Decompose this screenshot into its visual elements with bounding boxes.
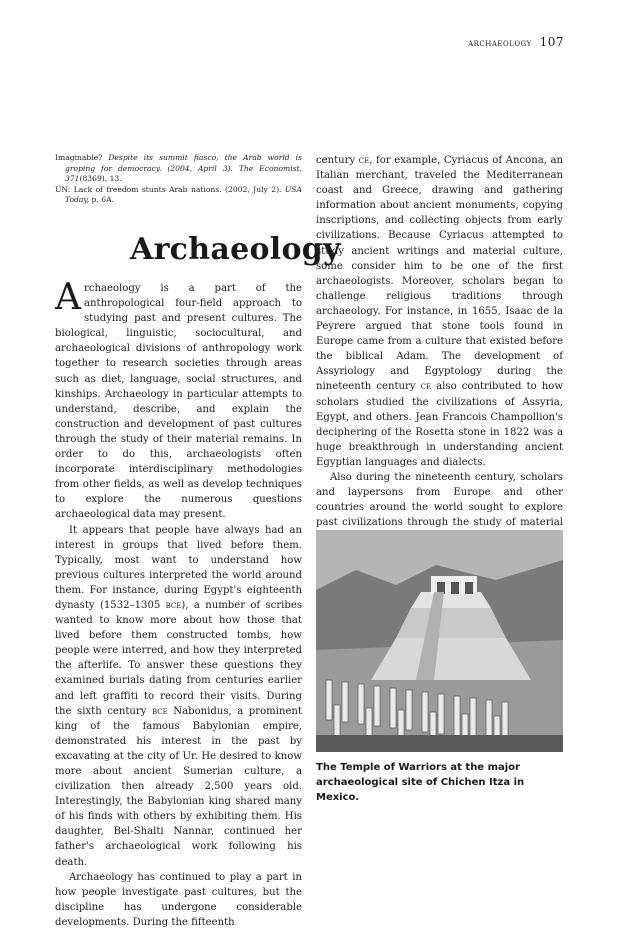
reference-title: Despite its summit fiasco, the Arab world is groping for democracy. (2004, April 3). The Economist, 371 [65,153,302,183]
photo-caption: The Temple of Warriors at the major archaeological site of Chichen Itza in Mexico. [316,762,525,803]
paragraph: Also during the nineteenth century, scholars and laypersons from Europe and other countries around the world sought to explore past civilizations through the study of material [316,471,563,529]
paragraph-text: rchaeology is a part of the anthropological four-field approach to studying past and present cultures. The biological, linguistic, sociocultural, and archaeological divisions of anthropology work together to research societies through areas such as diet, language, social structures, and kinships. Archaeology in particular attempts to understand, describe, and explain the construction and development of past cultures through the study of their material remains. In order to do this, archaeologists often incorporate interdisciplinary methodologies from other fields, as well as develop techniques to explore the numerous questions archaeological data may present. [55,283,302,521]
reference-rest: p. 6A. [89,195,114,204]
paragraph [55,523,302,870]
era-abbreviation: bce [165,599,182,611]
paragraph [316,153,563,470]
era-abbreviation: ce [420,381,432,393]
paragraph-text: Nabonidus, a prominent king of the famous Babylonian empire, demonstrated his interest in the past by excavating at the city of Ur. He desired to know more about ancient Sumerian culture, a civilization then already 2,500 years old. Interestingly, the Babylonian king shared many of his finds with others by exhibiting them. His daughter, Bel-Shalti Nannar, continued her father's archaeological work following his death. [55,705,302,868]
references-block [55,153,302,206]
paragraph-text: century [316,155,359,166]
era-abbreviation: bce [151,705,168,717]
drop-cap: A [55,277,81,318]
temple-photo [316,530,563,752]
paragraph-text: It appears that people have always had an interest in groups that lived before them. Typically, most want to understand how previous cultures interpreted the world around them. For instance, during Egypt's eighteenth dynasty (1532–1305 [55,524,302,611]
running-head [468,35,564,49]
paragraph: Archaeology has continued to play a part in how people investigate past cultures, but the discipline has undergone considerable developments. During the fifteenth [55,871,302,928]
reference-rest: (8369), 13. [79,174,122,183]
left-column [55,277,302,930]
reference-item [55,185,302,206]
article-heading: Archaeology [130,232,341,267]
page-number: 107 [539,35,564,49]
paragraph-text: also contributed to how scholars studied the civilizations of Assyria, Egypt, and others. Jean Francois Champollion's deciphering of the Rosetta stone in 1822 was a huge breakthrough in understanding ancient Egyptian languages and dialects. [316,381,563,468]
reference-title: USA Today, [65,184,302,204]
reference-lead: Imaginable? [55,153,109,162]
paragraph-text: , for example, Cyriacus of Ancona, an Italian merchant, traveled the Mediterranean coast and Greece, drawing and gathering information about ancient monuments, copying inscriptions, and collecting objects from early civilizations. Because Cyriacus attempted to study ancient writings and material culture, some consider him to be one of the first archaeologists. Moreover, scholars began to challenge religious traditions through archaeology. For instance, in 1655, Isaac de la Peyrere argued that stone tools found in Europe came from a culture that existed before the biblical Adam. The development of Assyriology and Egyptology during the nineteenth century [316,155,563,393]
era-abbreviation: ce [358,155,370,166]
section-title: archaeology [468,37,532,49]
paragraph [55,277,302,523]
reference-item [55,153,302,185]
temple-illustration [316,530,563,752]
paragraph-text: ), a number of scribes wanted to know more about how those that lived before them constructed tombs, how people were interred, and how they interpreted the afterlife. To answer these questions they examined burials dating from centuries earlier and left graffiti to record their visits. During the sixth century [55,599,302,717]
reference-lead: UN: Lack of freedom stunts Arab nations. (2002, July 2). [55,184,285,194]
